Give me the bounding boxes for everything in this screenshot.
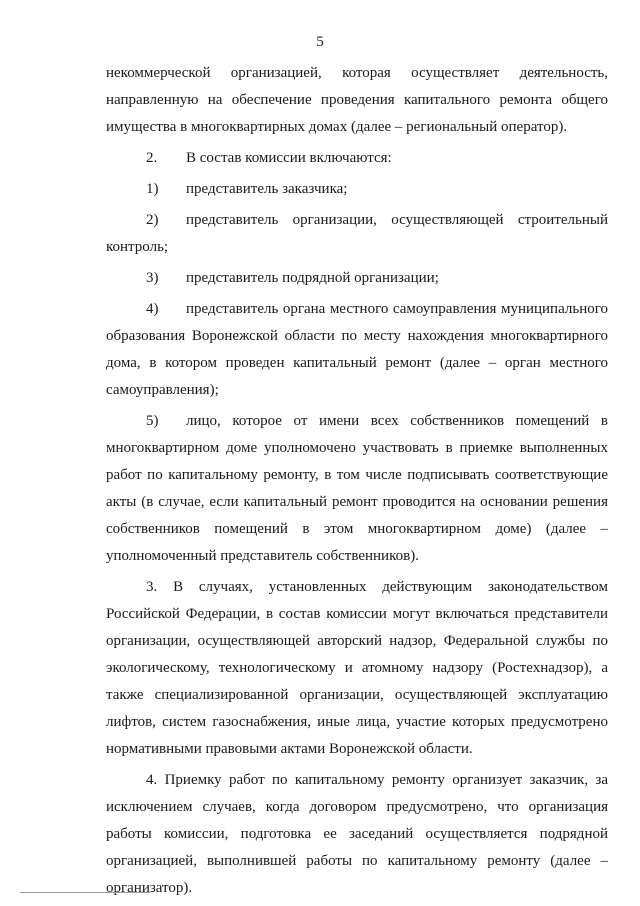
footer-rule: [20, 892, 150, 893]
clause-2-number: 2.: [146, 150, 158, 166]
clause-2: [106, 145, 608, 172]
list-item-5-text: лицо, которое от имени всех собственников помещений в многоквартирном доме уполномочено участвовать в приемке выполненных работ по капитальному ремонту, в том числе подписывать соответствующие акты (в случае, если капитальный ремонт проводится на основании решения собственников помещений в этом многоквартирном доме) (далее – уполномоченный представитель собственников).: [106, 413, 608, 564]
clause-3: 3. В случаях, установленных действующим законодательством Российской Федерации, в состав комиссии могут включаться представители организации, осуществляющей авторский надзор, Федеральной службы по экологическому, технологическому и атомному надзору (Ростехнадзор), а также специализированной организации, осуществляющей эксплуатацию лифтов, систем газоснабжения, иные лица, участие которых предусмотрено нормативными правовыми актами Воронежской области.: [106, 579, 608, 757]
list-item-1: [106, 176, 608, 203]
intro-paragraph: некоммерческой организацией, которая осуществляет деятельность, направленную на обеспечение проведения капитального ремонта общего имущества в многоквартирных домах (далее – региональный оператор).: [106, 65, 608, 135]
list-item-4: [106, 296, 608, 404]
list-item-2: [106, 207, 608, 261]
list-item-4-text: представитель органа местного самоуправления муниципального образования Воронежской области по месту нахождения многоквартирного дома, в котором проведен капитальный ремонт (далее – орган местного самоуправления);: [106, 301, 608, 398]
list-item-4-number: 4): [146, 301, 159, 317]
document-body: [106, 60, 608, 906]
list-item-1-number: 1): [146, 181, 159, 197]
list-item-3: [106, 265, 608, 292]
list-item-2-text: представитель организации, осуществляющей строительный контроль;: [106, 212, 608, 255]
list-item-5-number: 5): [146, 413, 159, 429]
list-item-3-text: представитель подрядной организации;: [186, 270, 439, 286]
page-number: 5: [316, 34, 324, 50]
list-item-3-number: 3): [146, 270, 159, 286]
list-item-1-text: представитель заказчика;: [186, 181, 348, 197]
clause-4: 4. Приемку работ по капитальному ремонту организует заказчик, за исключением случаев, когда договором предусмотрено, что организация работы комиссии, подготовка ее заседаний осуществляется подрядной организацией, выполнившей работы по капитальному ремонту (далее – организатор).: [106, 772, 608, 896]
clause-2-text: В состав комиссии включаются:: [186, 150, 392, 166]
list-item-2-number: 2): [146, 212, 159, 228]
list-item-5: [106, 408, 608, 570]
